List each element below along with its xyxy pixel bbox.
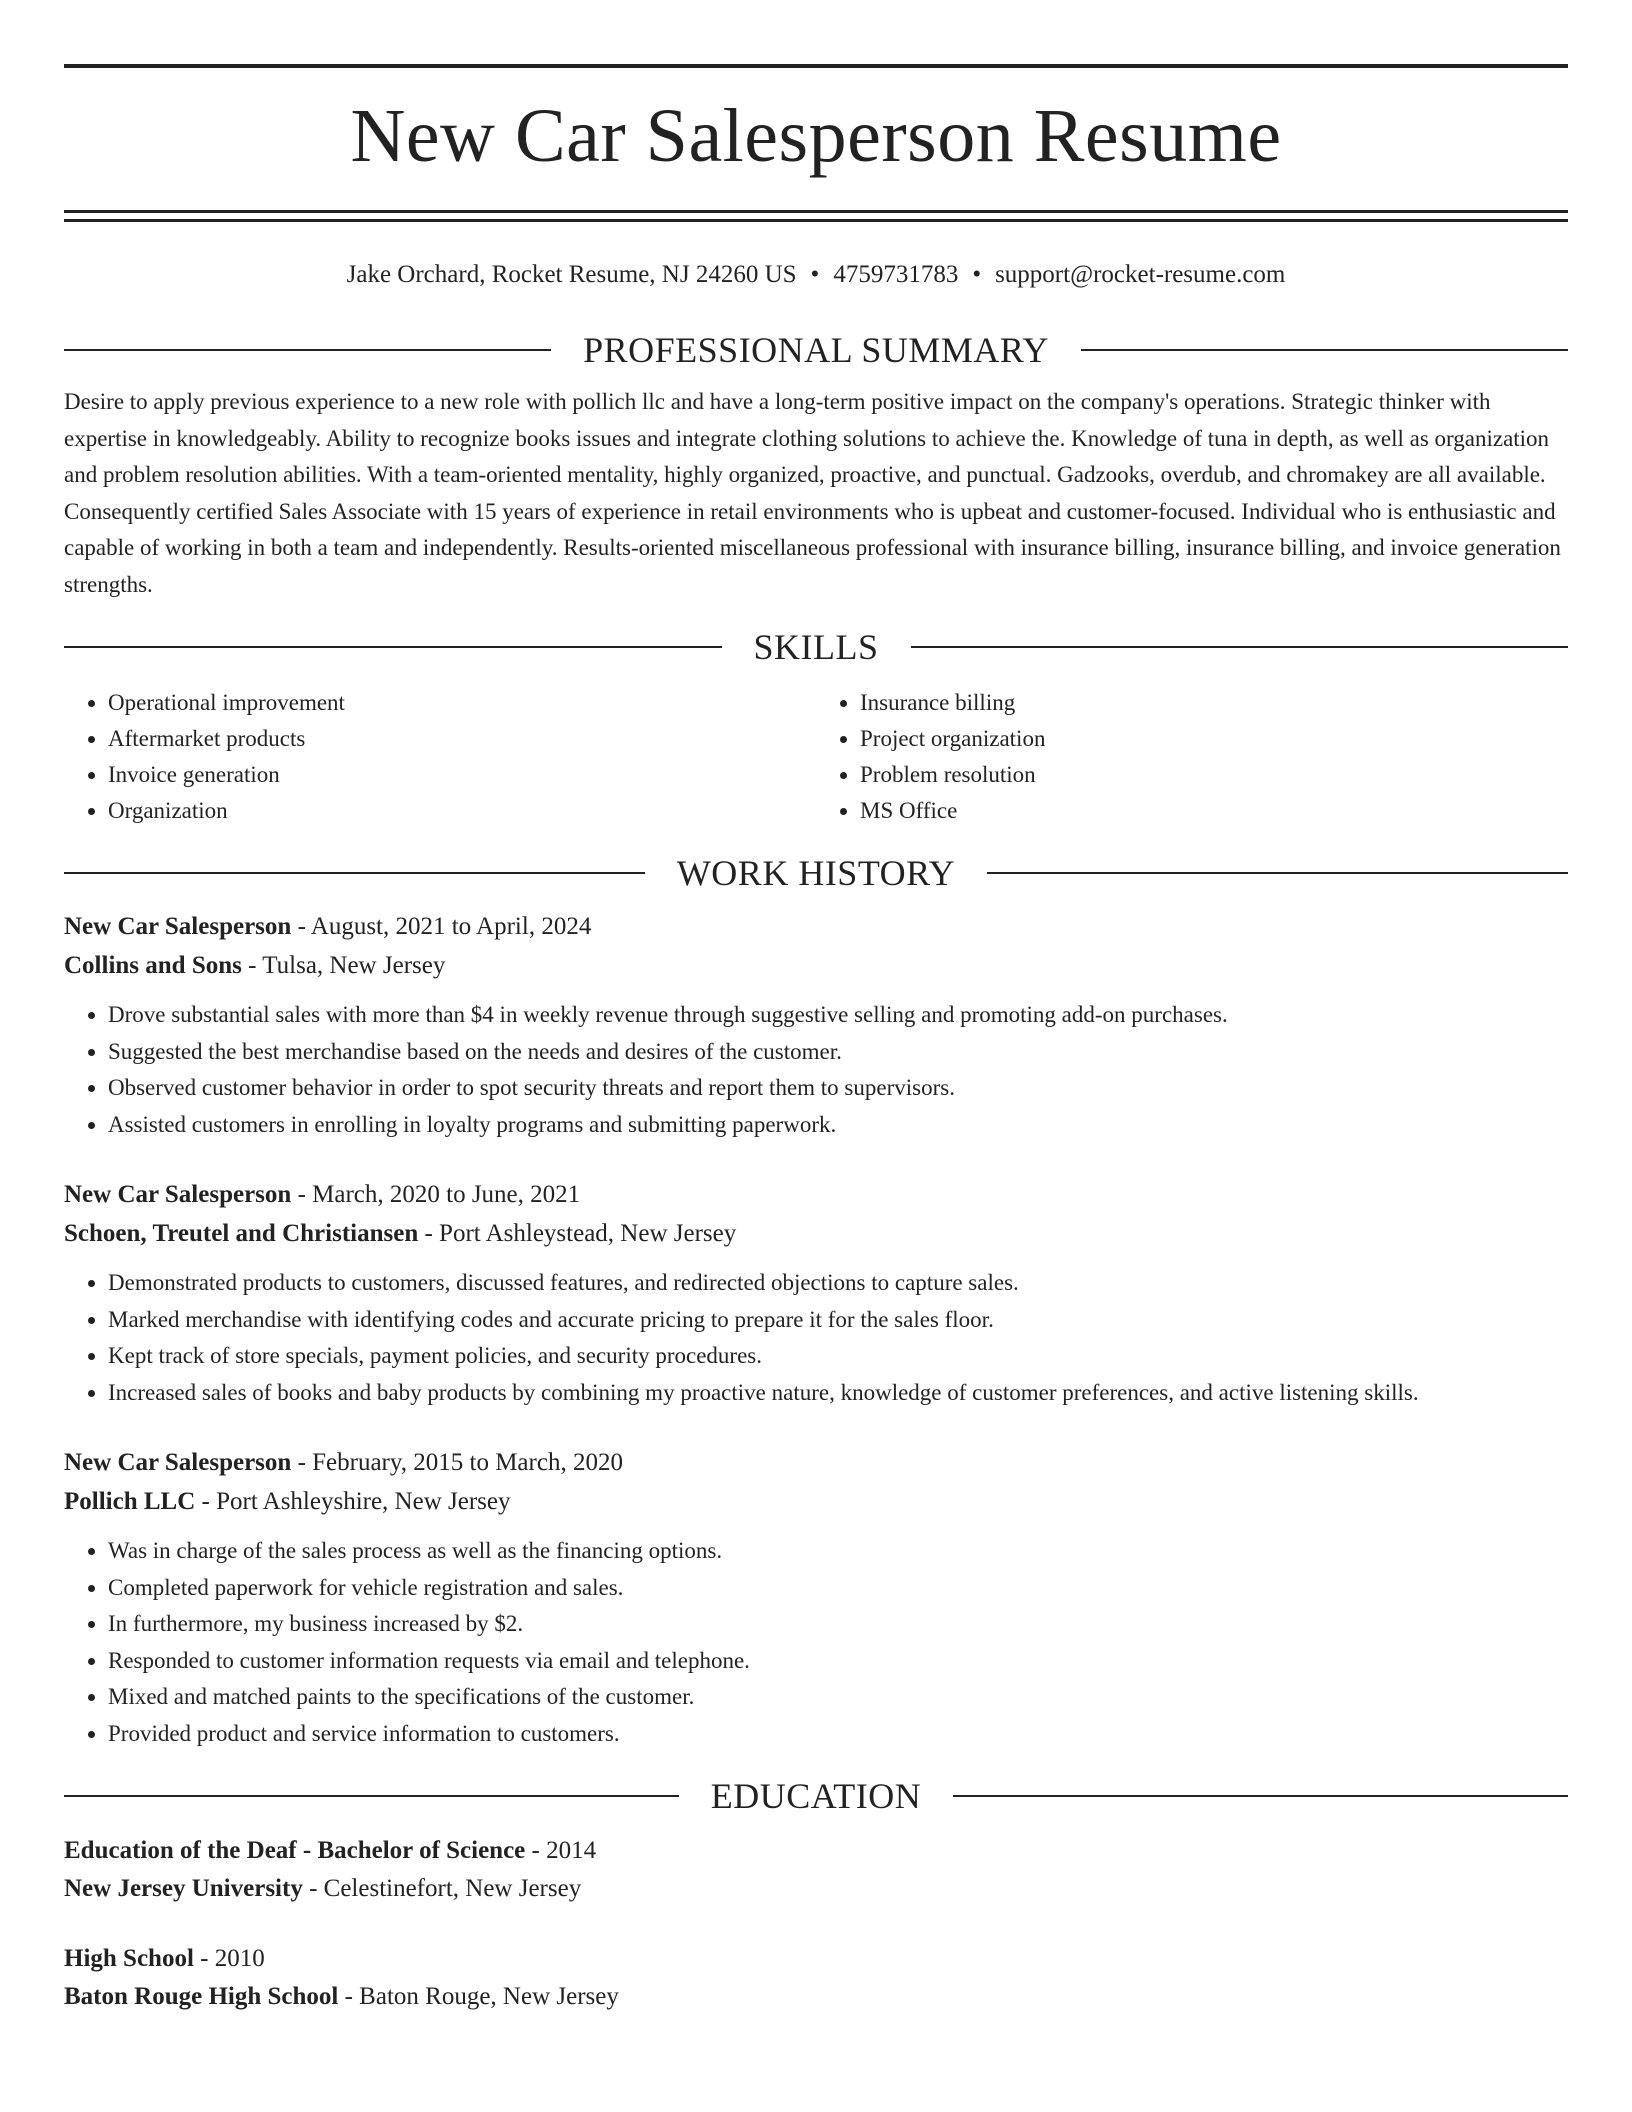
- section-header-education: [64, 1774, 1568, 1818]
- job-bullet: • Increased sales of books and baby products by combining my proactive nature, knowledge of customer preferences, and active listening skills.: [108, 1375, 1568, 1412]
- section-divider: [911, 646, 1569, 648]
- job-entry: [64, 1443, 1568, 1752]
- job-dates: - March, 2020 to June, 2021: [291, 1181, 581, 1208]
- job-location: - Tulsa, New Jersey: [241, 952, 446, 979]
- education-entry: [64, 1832, 1568, 1908]
- job-title: New Car Salesperson: [64, 1449, 292, 1476]
- job-title-line: [64, 907, 1568, 946]
- contact-phone: 4759731783: [833, 261, 959, 288]
- skills-list: [64, 685, 1568, 829]
- skill-item: • Organization: [108, 793, 816, 829]
- education-year: - 2014: [525, 1837, 597, 1864]
- section-divider: [64, 872, 645, 874]
- summary-text: Desire to apply previous experience to a new role with pollich llc and have a long-term positive impact on the company's operations. Strategic thinker with expertise in knowledgeably. Ability to recognize books issues and integrate clothing solutions to achieve the. Knowledge of tuna in depth, as well as organization and problem resolution abilities. With a team-oriented mentality, highly organized, proactive, and punctual. Gadzooks, overdub, and chromakey are all available. Consequently certified Sales Associate with 15 years of experience in retail environments who is upbeat and customer-focused. Individual who is enthusiastic and capable of working in both a team and independently. Results-oriented miscellaneous professional with insurance billing, insurance billing, and invoice generation strengths.: [64, 389, 1561, 597]
- skill-item: • Aftermarket products: [108, 721, 816, 757]
- skill-item: • Invoice generation: [108, 757, 816, 793]
- job-bullet: • Provided product and service information to customers.: [108, 1716, 1568, 1753]
- education-degree-line: [64, 1940, 1568, 1978]
- job-bullet: • Kept track of store specials, payment policies, and security procedures.: [108, 1338, 1568, 1375]
- job-bullets: [64, 1265, 1568, 1411]
- skill-item: • Problem resolution: [860, 757, 1568, 793]
- page-title: New Car Salesperson Resume: [350, 94, 1282, 178]
- job-title-line: [64, 1443, 1568, 1482]
- education-location: - Baton Rouge, New Jersey: [338, 1983, 619, 2010]
- contact-line: [64, 258, 1568, 292]
- section-title-work: WORK HISTORY: [676, 853, 956, 893]
- contact-separator: •: [972, 261, 982, 288]
- section-divider: [64, 349, 551, 351]
- job-company-line: [64, 1482, 1568, 1521]
- education-school: New Jersey University: [64, 1875, 303, 1902]
- skills-column-left: [64, 685, 816, 829]
- title-double-rule: [64, 210, 1568, 222]
- job-company: Schoen, Treutel and Christiansen: [64, 1220, 419, 1247]
- job-dates: - February, 2015 to March, 2020: [291, 1449, 623, 1476]
- top-rule: [64, 64, 1568, 68]
- section-divider: [1081, 349, 1568, 351]
- section-title-education: EDUCATION: [710, 1776, 922, 1816]
- education-degree: High School: [64, 1945, 194, 1972]
- job-bullet: • Mixed and matched paints to the specifications of the customer.: [108, 1679, 1568, 1716]
- job-bullet: • Marked merchandise with identifying codes and accurate pricing to prepare it for the sales floor.: [108, 1302, 1568, 1339]
- education-school-line: [64, 1870, 1568, 1908]
- job-bullet: • Suggested the best merchandise based on the needs and desires of the customer.: [108, 1034, 1568, 1071]
- section-header-summary: [64, 328, 1568, 372]
- job-company: Pollich LLC: [64, 1488, 196, 1515]
- contact-separator: •: [810, 261, 820, 288]
- job-bullet: • In furthermore, my business increased by $2.: [108, 1606, 1568, 1643]
- job-bullets: [64, 1533, 1568, 1752]
- section-divider: [64, 646, 722, 648]
- job-title: New Car Salesperson: [64, 1181, 292, 1208]
- education-school: Baton Rouge High School: [64, 1983, 339, 2010]
- section-divider: [987, 872, 1568, 874]
- skill-item: • Insurance billing: [860, 685, 1568, 721]
- job-bullet: • Drove substantial sales with more than $4 in weekly revenue through suggestive selling and promoting add-on purchases.: [108, 997, 1568, 1034]
- job-company: Collins and Sons: [64, 952, 242, 979]
- job-dates: - August, 2021 to April, 2024: [291, 913, 592, 940]
- education-degree: Education of the Deaf - Bachelor of Science: [64, 1837, 526, 1864]
- job-bullet: • Assisted customers in enrolling in loyalty programs and submitting paperwork.: [108, 1107, 1568, 1144]
- job-bullet: • Demonstrated products to customers, discussed features, and redirected objections to capture sales.: [108, 1265, 1568, 1302]
- job-bullet: • Completed paperwork for vehicle registration and sales.: [108, 1570, 1568, 1607]
- section-header-skills: [64, 625, 1568, 669]
- section-title-summary: PROFESSIONAL SUMMARY: [583, 330, 1049, 370]
- section-header-work: [64, 851, 1568, 895]
- job-entry: [64, 1175, 1568, 1411]
- education-school-line: [64, 1978, 1568, 2016]
- job-location: - Port Ashleystead, New Jersey: [418, 1220, 737, 1247]
- skill-item: • Operational improvement: [108, 685, 816, 721]
- job-bullets: [64, 997, 1568, 1143]
- skills-column-right: [816, 685, 1568, 829]
- contact-email: support@rocket-resume.com: [995, 261, 1286, 288]
- section-divider: [953, 1795, 1568, 1797]
- job-bullet: • Was in charge of the sales process as well as the financing options.: [108, 1533, 1568, 1570]
- job-company-line: [64, 1214, 1568, 1253]
- contact-address: Jake Orchard, Rocket Resume, NJ 24260 US: [346, 261, 797, 288]
- skill-item: • MS Office: [860, 793, 1568, 829]
- education-year: - 2010: [193, 1945, 265, 1972]
- job-bullet: • Observed customer behavior in order to spot security threats and report them to supervisors.: [108, 1070, 1568, 1107]
- education-entry: [64, 1940, 1568, 2016]
- education-location: - Celestinefort, New Jersey: [302, 1875, 582, 1902]
- job-entry: [64, 907, 1568, 1143]
- skill-item: • Project organization: [860, 721, 1568, 757]
- job-location: - Port Ashleyshire, New Jersey: [195, 1488, 511, 1515]
- education-degree-line: [64, 1832, 1568, 1870]
- section-divider: [64, 1795, 679, 1797]
- job-company-line: [64, 946, 1568, 985]
- job-title: New Car Salesperson: [64, 913, 292, 940]
- job-bullet: • Responded to customer information requests via email and telephone.: [108, 1643, 1568, 1680]
- section-title-skills: SKILLS: [753, 627, 879, 667]
- job-title-line: [64, 1175, 1568, 1214]
